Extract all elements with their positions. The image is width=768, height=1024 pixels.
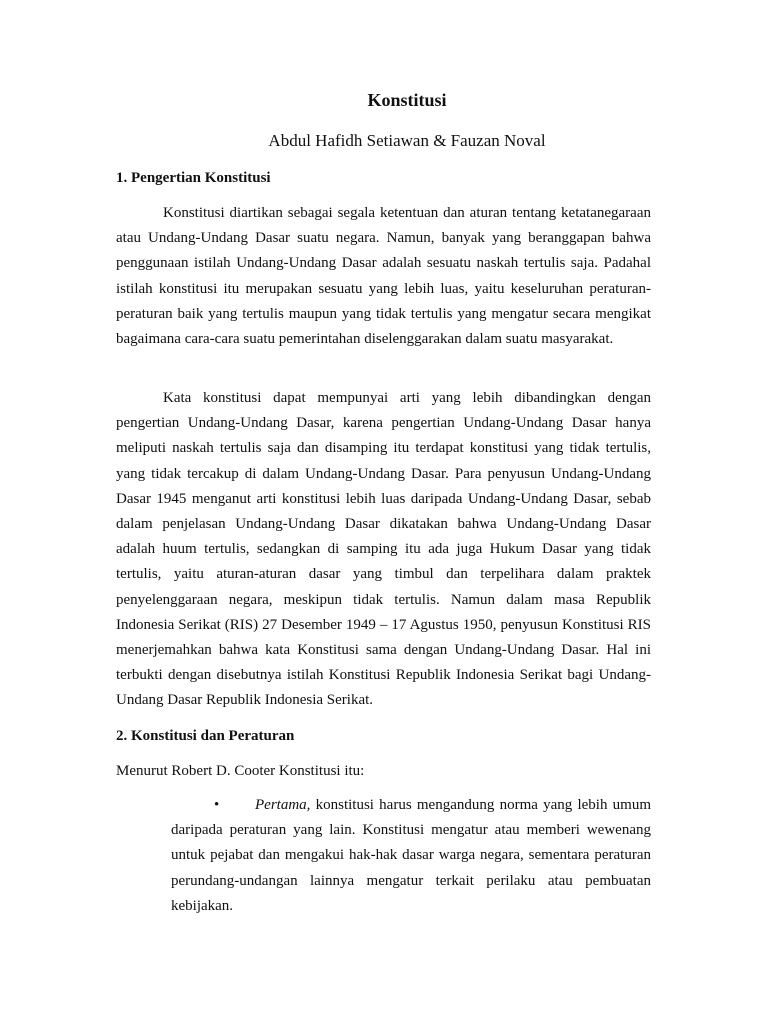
bullet-lead-italic: Pertama, — [255, 797, 311, 813]
bullet-text — [171, 793, 651, 919]
section-1-paragraph-2: Kata konstitusi dapat mempunyai arti yang lebih dibandingkan dengan pengertian Undang-Undang Dasar, karena pengertian Undang-Undang Dasar hanya meliputi naskah tertulis saja dan disamping itu terdapat konstitusi yang tidak tertulis, yang tidak tercakup di dalam Undang-Undang Dasar. Para penyusun Undang-Undang Dasar 1945 menganut arti konstitusi lebih luas daripada Undang-Undang Dasar, sebab dalam penjelasan Undang-Undang Dasar dikatakan bahwa Undang-Undang Dasar adalah huum tertulis, sedangkan di samping itu ada juga Hukum Dasar yang tidak tertulis, yaitu aturan-aturan dasar yang timbul dan terpelihara dalam praktek penyelenggaraan negara, meskipun tidak tertulis. Namun dalam masa Republik Indonesia Serikat (RIS) 27 Desember 1949 – 17 Agustus 1950, penyusun Konstitusi RIS menerjemahkan bahwa kata Konstitusi sama dengan Undang-Undang Dasar. Hal ini terbukti dengan disebutnya istilah Konstitusi Republik Indonesia Serikat bagi Undang-Undang Dasar Republik Indonesia Serikat. — [116, 390, 651, 709]
section-2-intro: Menurut Robert D. Cooter Konstitusi itu: — [116, 763, 365, 779]
section-1-paragraph-1: Konstitusi diartikan sebagai segala ketentuan dan aturan tentang ketatanegaraan atau Undang-Undang Dasar suatu negara. Namun, banyak yang beranggapan bahwa penggunaan istilah Undang-Undang Dasar adalah sesuatu naskah tertulis saja. Padahal istilah konstitusi itu merupakan sesuatu yang lebih luas, yaitu keseluruhan peraturan-peraturan baik yang tertulis maupun yang tidak tertulis yang mengatur secara mengikat bagaimana cara-cara suatu pemerintahan diselenggarakan dalam suatu masyarakat. — [116, 205, 651, 348]
document-authors: Abdul Hafidh Setiawan & Fauzan Noval — [268, 131, 546, 150]
bullet-body: konstitusi harus mengandung norma yang lebih umum daripada peraturan yang lain. Konstitusi mengatur atau memberi wewenang untuk pejabat dan mengakui hak-hak dasar warga negara, sementara peraturan perundang-undangan lainnya mengatur terkait perilaku atau pembuatan kebijakan. — [171, 797, 651, 914]
section-2-heading: 2. Konstitusi dan Peraturan — [116, 728, 295, 744]
section-1-heading: 1. Pengertian Konstitusi — [116, 170, 271, 186]
bullet-list-item — [171, 793, 651, 919]
document-title: Konstitusi — [367, 90, 447, 110]
bullet-marker: • — [214, 797, 220, 813]
